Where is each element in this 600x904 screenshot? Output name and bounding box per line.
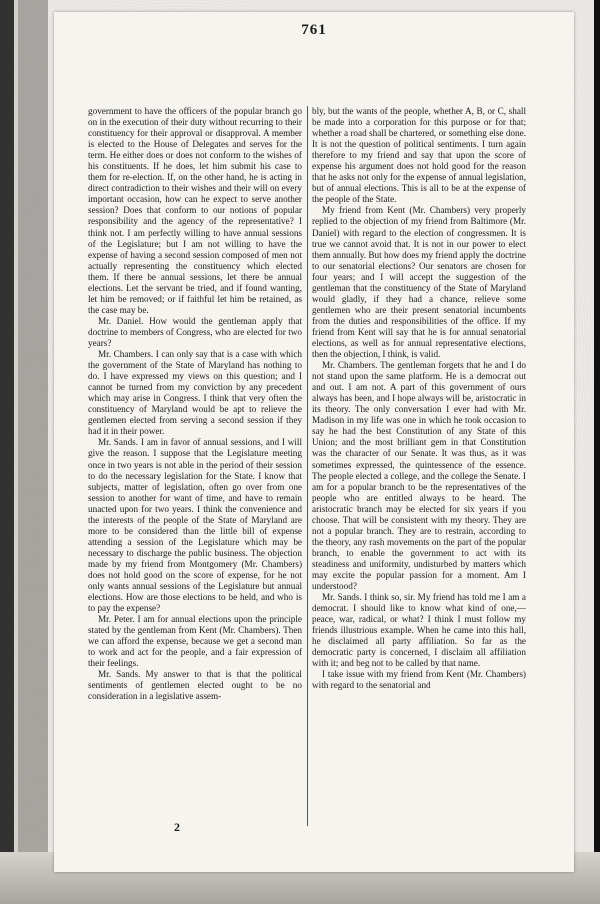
paragraph: My friend from Kent (Mr. Chambers) very properly replied to the objection of my friend from Baltimore (Mr. Daniel) with regard to the election of congressmen. It is true we cannot avoid that. It is not in our power to elect them annually. But how does my friend apply the doctrine to our senatorial elections? Our senators are chosen for four years; and I will accept the suggestion of the gentleman that the constituency of the State of Maryland would gladly, if they had a chance, relieve some gentlemen who are their present senatorial incumbents from the duties and responsibilities of the office. If my friend from Kent will say that he is for annual senatorial elections, as well as for annual representative elections, then the objection, I think, is valid. [312,205,526,360]
paragraph: bly, but the wants of the people, whether A, B, or C, shall be made into a corporation for this purpose or for that; whether a road shall be chartered, or something else done. It is not the question of political sentiments. I turn again therefore to my friend and say that upon the score of expense his argument does not hold good for the reason that he asks not only for the expense of annual legislation, but of annual elections. This is all to be at the expense of the people of the State. [312,106,526,205]
paragraph: Mr. Sands. My answer to that is that the political sentiments of gentlemen elected ought to be no consideration in a legislative assem- [88,669,302,702]
signature-mark: 2 [174,820,180,834]
paragraph: Mr. Sands. I think so, sir. My friend has told me I am a democrat. I should like to know what kind of one,—peace, war, radical, or what? I think I must follow my friends illustrious example. When he came into this hall, he disclaimed all party affiliation. So far as the democratic party is concerned, I disclaim all affiliation with it; and beg not to be called by that name. [312,592,526,669]
right-column [312,106,526,691]
scan-right-edge [594,0,600,904]
column-divider [307,106,308,826]
paragraph: Mr. Daniel. How would the gentleman apply that doctrine to members of Congress, who are elected for two years? [88,315,302,348]
document-page [54,12,574,872]
paragraph: government to have the officers of the popular branch go on in the execution of their duty without recurring to their constituency for their approval or disapproval. A member is elected to the House of Delegates and serves for the term. He either does or does not conform to the wishes of his constituents. If he does, let him submit his case to them for re-election. If, on the other hand, he is acting in direct contradiction to their wishes and their will on every important occasion, how can he expect to serve another session? Does that conform to our notions of popular responsibility and the agency of the representative? I think not. I am perfectly willing to have annual sessions of the Legislature; but I am not willing to have the expense of having a second session composed of men not actually representing the constituency which elected them. If there be annual sessions, let there be annual elections. Let the servant be tried, and if found wanting, let him be removed; or if faithful let him be retained, as the case may be. [88,106,302,315]
paragraph: Mr. Chambers. The gentleman forgets that he and I do not stand upon the same platform. He is a democrat out and out. I am not. A part of this government of ours always has been, and I hope always will be, aristocratic in its theory. The only conversation I ever had with Mr. Madison in my life was one in which he took occasion to say he had the best Constitution of any State of this Union; and the most brilliant gem in that Constitution was the character of our Senate. It was thus, as it was sometimes expressed, the quintessence of the essence. The people elected a college, and the college the Senate. I am for a popular branch to be the representatives of the people who are entitled always to be heard. The aristocratic branch may be elected for six years if you choose. That will be consistent with my theory. They are not a popular branch. They are to restrain, according to the theory, any rash movements on the part of the popular branch, to enable the government to act with its steadiness and uniformity, undisturbed by matters which may excite the popular passion for a moment. Am I understood? [312,360,526,592]
paragraph: Mr. Sands. I am in favor of annual sessions, and I will give the reason. I suppose that the Legislature meeting once in two years is not able in the period of their session to do the necessary legislation for the State. I know that subjects, matter of legislation, often go over from one session to another for want of time, and have to remain unacted upon for two years. I think the convenience and the interests of the people of the State of Maryland are more to be considered than the little bill of expense attending a session of the Legislature which may be necessary to discharge the public business. The objection made by my friend from Montgomery (Mr. Chambers) does not hold good on the score of expense, for he not only wants annual sessions of the Legislature but annual elections. How are those elections to be held, and who is to pay the expense? [88,437,302,614]
left-column [88,106,302,703]
paragraph: Mr. Chambers. I can only say that is a case with which the government of the State of Maryland has nothing to do. I have expressed my views on this question; and I cannot be turned from my conviction by any precedent which may arise in Congress. I think that very often the constituency of Maryland would be apt to relieve the gentlemen elected from serving a second session if they had it in their power. [88,349,302,437]
scan-left-edge [0,0,48,904]
page-number: 761 [301,22,327,38]
paragraph: Mr. Peter. I am for annual elections upon the principle stated by the gentleman from Kent (Mr. Chambers). Then we can afford the expense, because we get a second man to work and act for the people, and a fair expression of their feelings. [88,614,302,669]
paragraph: I take issue with my friend from Kent (Mr. Chambers) with regard to the senatorial and [312,669,526,691]
